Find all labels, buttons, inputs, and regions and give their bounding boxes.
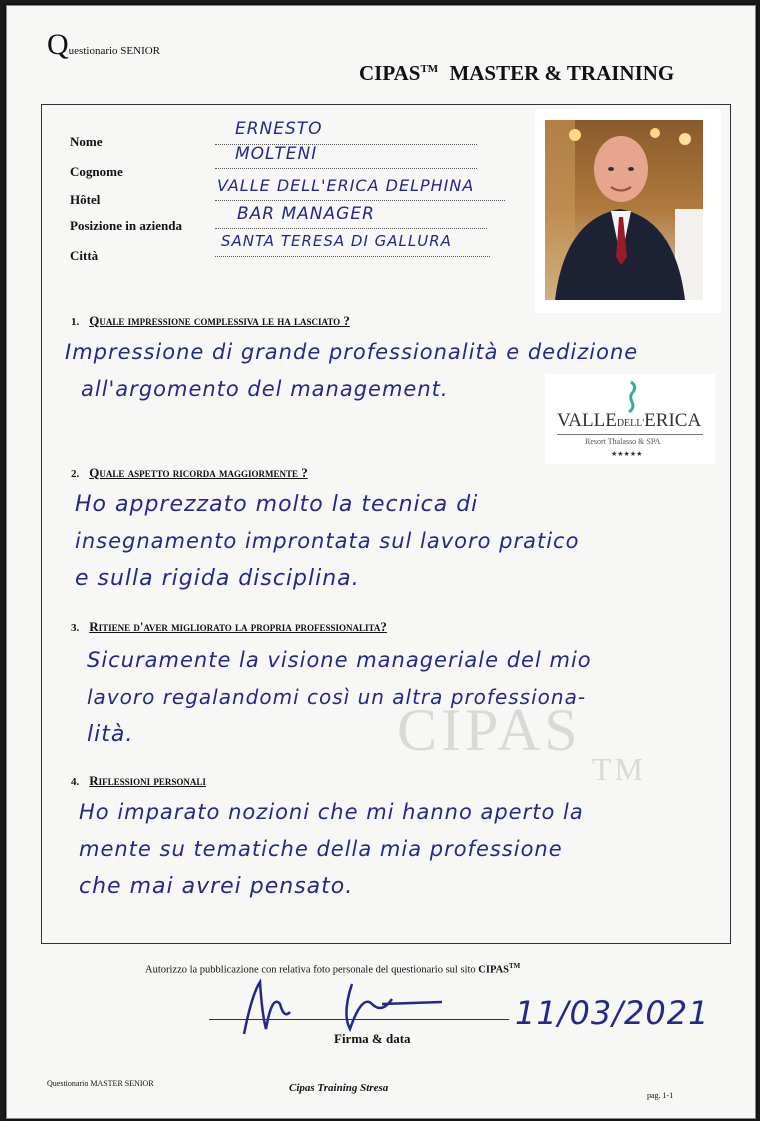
question-text: Quale impressione complessiva le ha lasciato ? — [89, 313, 350, 328]
field-value-hotel: VALLE DELL'ERICA DELPHINA — [217, 176, 475, 195]
question-1-title — [71, 312, 350, 330]
question-2-title — [71, 464, 308, 482]
question-text: Ritiene d'aver migliorato la propria professionalita? — [89, 619, 387, 634]
logo-name — [557, 410, 701, 432]
field-label-hotel: Hôtel — [70, 192, 101, 207]
logo-name-3: ERICA — [644, 410, 702, 431]
logo-subtitle: Resort Thalasso & SPA — [585, 437, 661, 446]
field-label-posizione: Posizione in azienda — [70, 218, 182, 233]
field-line-citta — [215, 256, 490, 257]
answer-2 — [75, 486, 725, 597]
answer-line: che mai avrei pensato. — [79, 874, 354, 899]
signature-label: Firma & data — [334, 1031, 411, 1046]
field-label-citta: Città — [70, 248, 99, 263]
footer-right: pag. 1-1 — [647, 1091, 674, 1100]
footer-left: Questionario MASTER SENIOR — [47, 1079, 154, 1088]
answer-line: Ho imparato nozioni che mi hanno aperto la — [79, 800, 584, 824]
questionnaire-page — [6, 5, 756, 1119]
logo-divider — [557, 434, 703, 435]
question-3-title — [71, 618, 387, 636]
field-label-nome: Nome — [70, 134, 103, 149]
portrait-frame — [535, 109, 721, 313]
question-text: Quale aspetto ricorda maggiormente ? — [89, 465, 308, 480]
answer-line: Ho apprezzato molto la tecnica di — [75, 492, 479, 517]
answer-line: e sulla rigida disciplina. — [75, 566, 360, 591]
field-label-cognome: Cognome — [70, 164, 123, 179]
answer-line: Sicuramente la visione manageriale del mio — [87, 648, 592, 672]
field-line-cognome — [215, 168, 477, 169]
form-name-text: uestionario SENIOR — [68, 45, 161, 57]
signature-date: 11/03/2021 — [515, 994, 710, 1032]
consent-body: Autorizzo la pubblicazione con relativa foto personale del questionario sul sito — [145, 964, 476, 976]
field-line-posizione — [215, 228, 487, 229]
logo-name-2: DELL' — [616, 418, 645, 429]
answer-line: lità. — [87, 722, 134, 747]
portrait-photo — [535, 109, 721, 313]
question-text: Riflessioni personali — [89, 773, 206, 788]
logo-stars: ★★★★★ — [611, 450, 643, 458]
answer-line: all'argomento del management. — [81, 377, 449, 401]
answer-line: insegnamento improntata sul lavoro pratico — [75, 529, 580, 553]
field-value-cognome: MOLTENI — [235, 144, 318, 164]
field-value-posizione: BAR MANAGER — [237, 204, 375, 224]
answer-1 — [65, 334, 725, 408]
answer-3 — [87, 642, 727, 753]
question-number: 2. — [71, 468, 80, 480]
brand-title — [359, 61, 674, 86]
consent-tm: TM — [509, 962, 521, 970]
question-number: 1. — [71, 316, 80, 328]
question-4-title — [71, 772, 206, 790]
watermark-text: CIPAS — [397, 697, 582, 763]
brand-tm: TM — [420, 63, 439, 75]
answer-line: Impressione di grande professionalità e dedizione — [65, 340, 639, 364]
footer-center: Cipas Training Stresa — [289, 1082, 389, 1094]
question-number: 3. — [71, 622, 80, 634]
field-value-nome: ERNESTO — [235, 119, 323, 139]
consent-brand: CIPAS — [478, 964, 510, 976]
brand-subtitle: MASTER & TRAINING — [449, 61, 675, 85]
answer-4 — [79, 794, 719, 905]
form-name — [47, 28, 160, 62]
answer-line: lavoro regalandomi così un altra professiona- — [87, 685, 587, 709]
brand-name: CIPAS — [359, 61, 421, 85]
field-line-hotel — [215, 200, 505, 201]
answer-line: mente su tematiche della mia professione — [79, 837, 563, 861]
watermark-tm: TM — [592, 751, 646, 787]
field-value-citta: SANTA TERESA DI GALLURA — [221, 232, 452, 250]
signature — [255, 984, 424, 1019]
logo-name-1: VALLE — [557, 410, 617, 431]
question-number: 4. — [71, 776, 80, 788]
form-initial: Q — [47, 28, 69, 61]
